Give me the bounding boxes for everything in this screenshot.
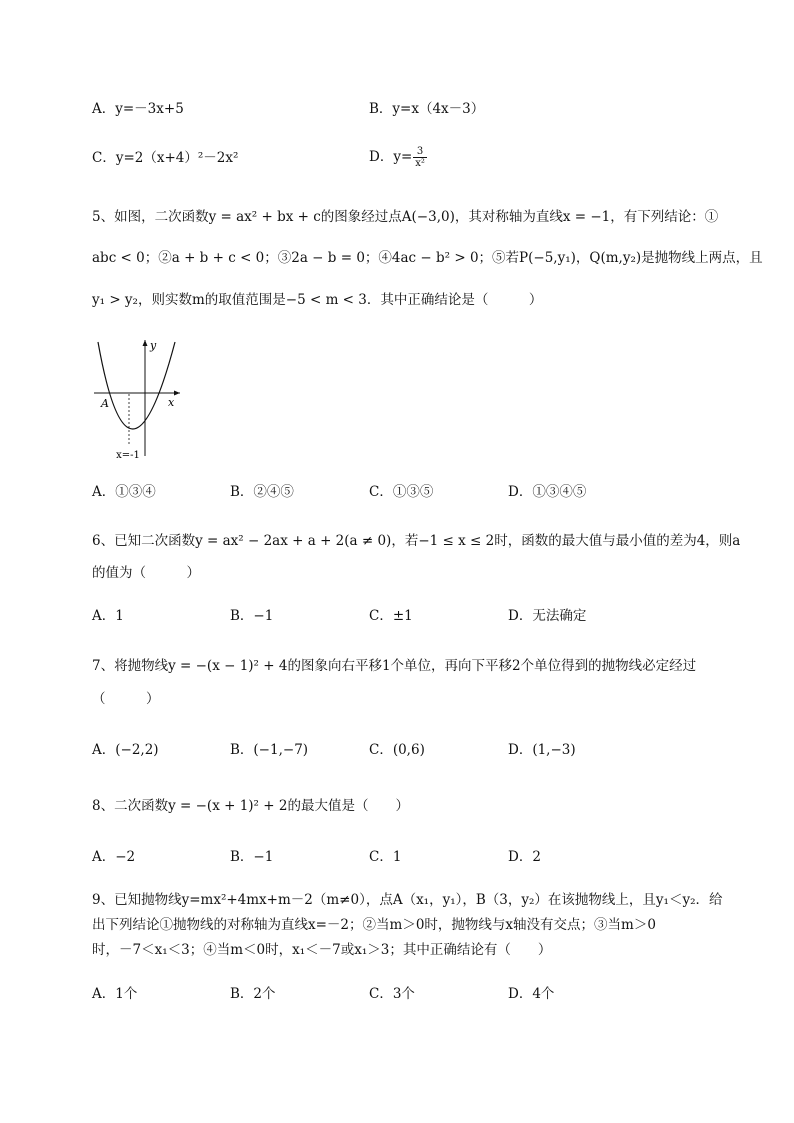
- y-axis-arrow-icon: [143, 340, 148, 346]
- q7-option-c: C．(0,6): [369, 742, 425, 758]
- q5-option-a: A．①③④: [92, 484, 156, 500]
- q6-option-d: D．无法确定: [508, 608, 587, 624]
- q4-option-d-label: D．y=: [369, 149, 413, 165]
- q6-option-c: C．±1: [369, 608, 413, 624]
- q7-option-d: D．(1,−3): [508, 742, 576, 758]
- q5-option-b: B．②④⑤: [230, 484, 294, 500]
- q9-stem-line-3: 时，－7＜x₁＜3；④当m＜0时，x₁＜－7或x₁＞3；其中正确结论有（ ）: [92, 942, 552, 958]
- symmetry-axis-caption: x=-1: [116, 450, 140, 461]
- y-axis-label: y: [150, 339, 157, 352]
- q8-option-c: C．1: [369, 849, 402, 865]
- q4-option-d: [369, 146, 428, 169]
- q5-option-c: C．①③⑤: [369, 484, 434, 500]
- q8-option-d: D．2: [508, 849, 541, 865]
- q7-option-a: A．(−2,2): [92, 742, 159, 758]
- x-axis-label: x: [168, 396, 175, 409]
- x-axis-arrow-icon: [174, 391, 180, 396]
- q4-option-b: B．y=x（4x－3）: [369, 101, 485, 117]
- q8-option-a: A．−2: [92, 849, 136, 865]
- q5-parabola-graph: [88, 334, 186, 462]
- q5-stem-line-1: 5、如图，二次函数y = ax² + bx + c的图象经过点A(−3,0)，其对称轴为直线x = −1，有下列结论：①: [92, 209, 719, 225]
- q9-stem-line-2: 出下列结论①抛物线的对称轴为直线x=－2；②当m＞0时，抛物线与x轴没有交点；③当m＞0: [92, 917, 656, 933]
- fraction-denominator: x²: [415, 158, 425, 169]
- parabola-curve: [98, 342, 175, 429]
- q4-option-c: C．y=2（x+4）²－2x²: [92, 150, 239, 166]
- q7-stem-line-2: （ ）: [92, 691, 160, 707]
- q6-option-a: A．1: [92, 608, 124, 624]
- q9-option-b: B．2个: [230, 986, 276, 1002]
- q5-stem-line-2: abc < 0；②a + b + c < 0；③2a − b = 0；④4ac − b² > 0；⑤若P(−5,y₁)，Q(m,y₂)是抛物线上两点，且: [92, 250, 763, 266]
- q5-stem-line-3: y₁ > y₂，则实数m的取值范围是−5 < m < 3．其中正确结论是（ ）: [92, 292, 543, 308]
- q6-option-b: B．−1: [230, 608, 274, 624]
- q8-stem-line-1: 8、二次函数y = −(x + 1)² + 2的最大值是（ ）: [92, 798, 409, 814]
- q9-option-c: C．3个: [369, 986, 415, 1002]
- q7-option-b: B．(−1,−7): [230, 742, 309, 758]
- q9-option-d: D．4个: [508, 986, 555, 1002]
- q9-stem-line-1: 9、已知抛物线y=mx²+4mx+m－2（m≠0），点A（x₁，y₁），B（3，y₂）在该抛物线上，且y₁＜y₂．给: [92, 892, 723, 908]
- q6-stem-line-2: 的值为（ ）: [92, 565, 200, 581]
- q5-option-d: D．①③④⑤: [508, 484, 587, 500]
- q7-stem-line-1: 7、将抛物线y = −(x − 1)² + 4的图象向右平移1个单位，再向下平移2个单位得到的抛物线必定经过: [92, 658, 697, 674]
- q8-option-b: B．−1: [230, 849, 274, 865]
- fraction-numerator: 3: [413, 146, 427, 158]
- q4-option-d-fraction: [413, 146, 427, 169]
- q4-option-a: A．y=－3x+5: [92, 101, 184, 117]
- point-a-label: A: [101, 397, 109, 410]
- q9-option-a: A．1个: [92, 986, 138, 1002]
- q6-stem-line-1: 6、已知二次函数y = ax² − 2ax + a + 2(a ≠ 0)，若−1 ≤ x ≤ 2时，函数的最大值与最小值的差为4，则a: [92, 533, 741, 549]
